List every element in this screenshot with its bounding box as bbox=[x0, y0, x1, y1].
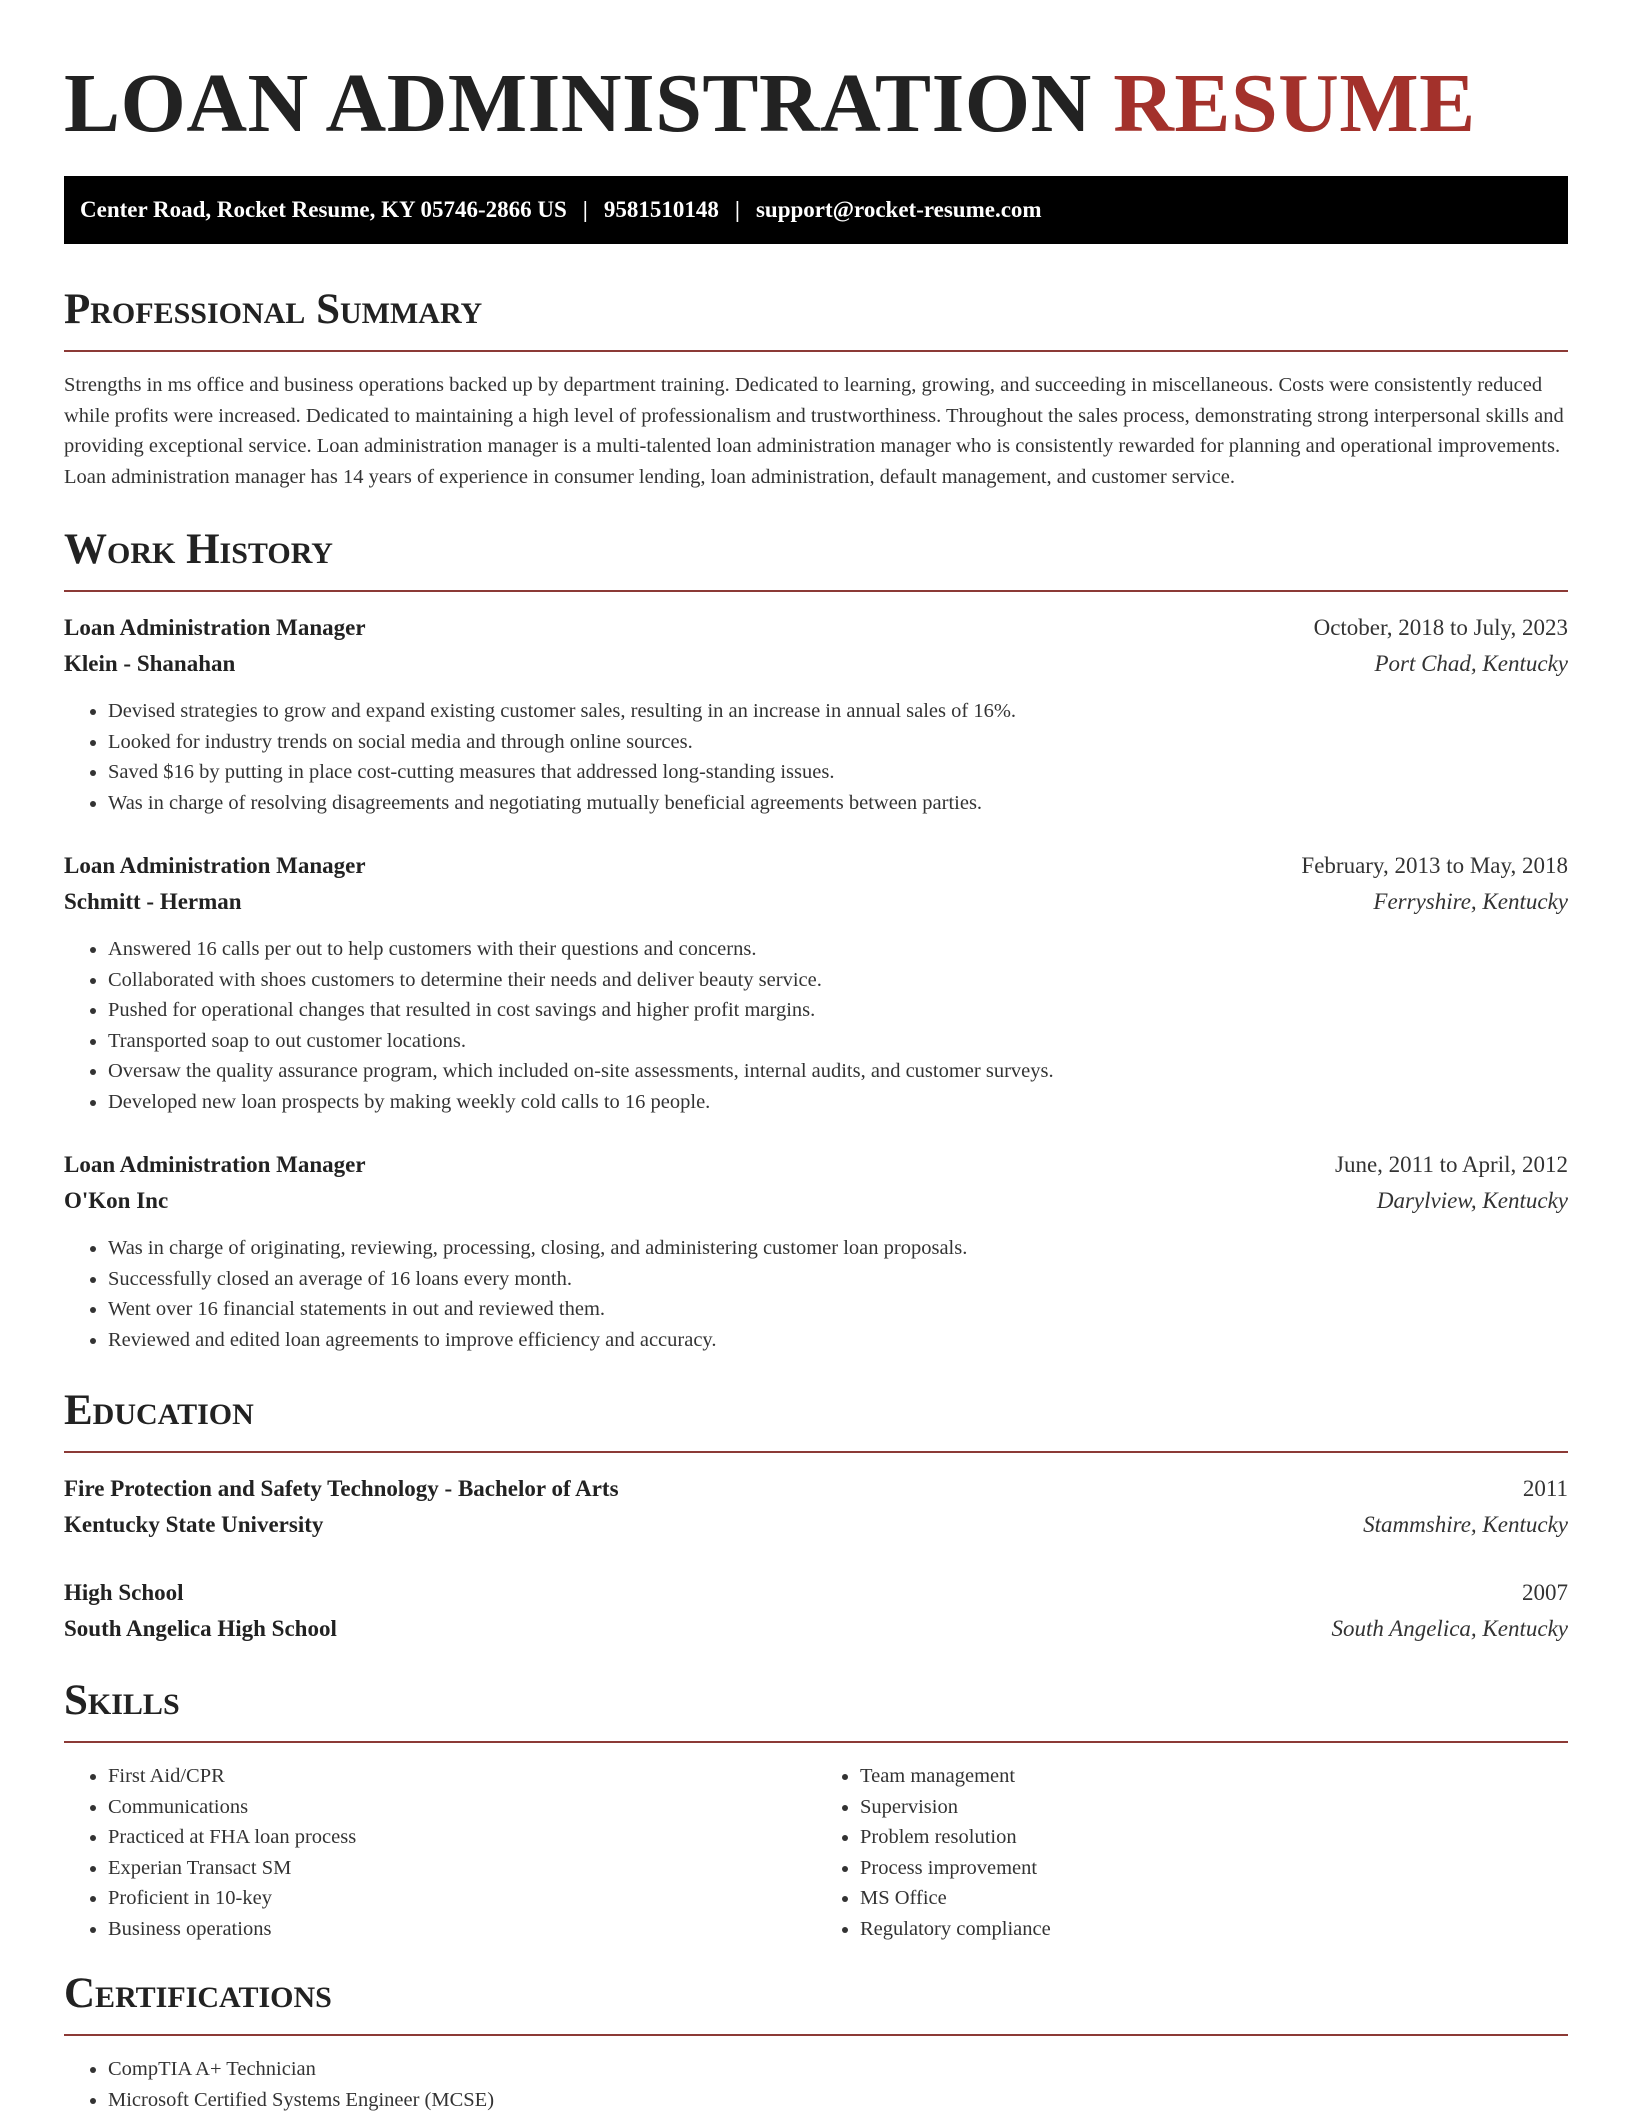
job-entry bbox=[64, 610, 1568, 818]
contact-address: Center Road, Rocket Resume, KY 05746-2866 US bbox=[80, 197, 567, 223]
education-degree-row bbox=[64, 1471, 1568, 1507]
job-company-row bbox=[64, 884, 1568, 920]
job-entry bbox=[64, 1147, 1568, 1355]
education-school-row bbox=[64, 1611, 1568, 1647]
job-bullet: • Went over 16 financial statements in out and reviewed them. bbox=[108, 1294, 1568, 1325]
contact-email[interactable]: support@rocket-resume.com bbox=[756, 197, 1042, 223]
job-location: Port Chad, Kentucky bbox=[1374, 646, 1568, 682]
job-bullet: • Reviewed and edited loan agreements to improve efficiency and accuracy. bbox=[108, 1325, 1568, 1356]
title-main: LOAN ADMINISTRATION bbox=[64, 57, 1092, 150]
job-location: Ferryshire, Kentucky bbox=[1373, 884, 1568, 920]
education-school: South Angelica High School bbox=[64, 1611, 337, 1647]
job-bullet: • Oversaw the quality assurance program, which included on-site assessments, internal audits, and customer surveys. bbox=[108, 1056, 1568, 1087]
contact-bar bbox=[64, 176, 1568, 244]
job-dates: October, 2018 to July, 2023 bbox=[1314, 610, 1568, 646]
job-bullets bbox=[64, 1233, 1568, 1355]
education-degree: Fire Protection and Safety Technology - Bachelor of Arts bbox=[64, 1471, 619, 1507]
job-bullet: • Pushed for operational changes that resulted in cost savings and higher profit margins. bbox=[108, 995, 1568, 1026]
work-history-heading: Work History bbox=[64, 524, 1568, 592]
skill-item: • Proficient in 10-key bbox=[108, 1883, 816, 1914]
skill-item: • Process improvement bbox=[860, 1853, 1568, 1884]
education-school: Kentucky State University bbox=[64, 1507, 323, 1543]
job-bullet: • Devised strategies to grow and expand existing customer sales, resulting in an increase in annual sales of 16%. bbox=[108, 696, 1568, 727]
skills-column-right bbox=[816, 1761, 1568, 1944]
education-location: South Angelica, Kentucky bbox=[1331, 1611, 1568, 1647]
education-school-row bbox=[64, 1507, 1568, 1543]
job-location: Darylview, Kentucky bbox=[1377, 1183, 1568, 1219]
education-degree-row bbox=[64, 1575, 1568, 1611]
skill-item: • MS Office bbox=[860, 1883, 1568, 1914]
job-bullet: • Saved $16 by putting in place cost-cutting measures that addressed long-standing issues. bbox=[108, 757, 1568, 788]
skill-item: • Supervision bbox=[860, 1792, 1568, 1823]
certifications-list bbox=[64, 2054, 1568, 2115]
contact-separator: | bbox=[567, 197, 604, 223]
job-bullets bbox=[64, 696, 1568, 818]
skill-item: • Business operations bbox=[108, 1914, 816, 1945]
job-company: Klein - Shanahan bbox=[64, 646, 235, 682]
job-header-row bbox=[64, 1147, 1568, 1183]
skill-item: • Communications bbox=[108, 1792, 816, 1823]
skill-item: • Team management bbox=[860, 1761, 1568, 1792]
skill-item: • Experian Transact SM bbox=[108, 1853, 816, 1884]
job-bullet: • Was in charge of resolving disagreements and negotiating mutually beneficial agreements between parties. bbox=[108, 788, 1568, 819]
job-company: Schmitt - Herman bbox=[64, 884, 242, 920]
education-degree: High School bbox=[64, 1575, 184, 1611]
skill-item: • First Aid/CPR bbox=[108, 1761, 816, 1792]
job-header-row bbox=[64, 610, 1568, 646]
skills-heading: Skills bbox=[64, 1675, 1568, 1743]
contact-separator: | bbox=[719, 197, 756, 223]
job-title: Loan Administration Manager bbox=[64, 610, 366, 646]
job-bullet: • Answered 16 calls per out to help customers with their questions and concerns. bbox=[108, 934, 1568, 965]
certification-item: • Microsoft Certified Systems Engineer (MCSE) bbox=[108, 2085, 1568, 2115]
certifications-heading: Certifications bbox=[64, 1968, 1568, 2036]
summary-heading: Professional Summary bbox=[64, 284, 1568, 352]
skills-grid bbox=[64, 1761, 1568, 1944]
job-bullet: • Collaborated with shoes customers to determine their needs and deliver beauty service. bbox=[108, 965, 1568, 996]
skills-column-left bbox=[64, 1761, 816, 1944]
job-company: O'Kon Inc bbox=[64, 1183, 168, 1219]
job-dates: June, 2011 to April, 2012 bbox=[1335, 1147, 1568, 1183]
education-entry bbox=[64, 1471, 1568, 1543]
job-entry bbox=[64, 848, 1568, 1117]
job-header-row bbox=[64, 848, 1568, 884]
summary-text: Strengths in ms office and business operations backed up by department training. Dedicated to learning, growing, and succeeding in miscellaneous. Costs were consistently reduced while profits were increased. Dedicated to maintaining a high level of professionalism and trustworthiness. Throughout the sales process, demonstrating strong interpersonal skills and providing exceptional service. Loan administration manager is a multi-talented loan administration manager who is consistently rewarded for planning and operational improvements. Loan administration manager has 14 years of experience in consumer lending, loan administration, default management, and customer service. bbox=[64, 370, 1568, 492]
skill-item: • Practiced at FHA loan process bbox=[108, 1822, 816, 1853]
education-location: Stammshire, Kentucky bbox=[1363, 1507, 1568, 1543]
job-bullets bbox=[64, 934, 1568, 1117]
job-bullet: • Successfully closed an average of 16 loans every month. bbox=[108, 1264, 1568, 1295]
job-company-row bbox=[64, 1183, 1568, 1219]
job-bullet: • Developed new loan prospects by making weekly cold calls to 16 people. bbox=[108, 1087, 1568, 1118]
job-bullet: • Transported soap to out customer locations. bbox=[108, 1026, 1568, 1057]
education-year: 2011 bbox=[1523, 1471, 1568, 1507]
education-heading: Education bbox=[64, 1385, 1568, 1453]
skill-item: • Problem resolution bbox=[860, 1822, 1568, 1853]
resume-title bbox=[64, 0, 1568, 152]
education-year: 2007 bbox=[1522, 1575, 1568, 1611]
title-accent: RESUME bbox=[1113, 57, 1475, 150]
job-title: Loan Administration Manager bbox=[64, 848, 366, 884]
job-bullet: • Looked for industry trends on social media and through online sources. bbox=[108, 727, 1568, 758]
job-title: Loan Administration Manager bbox=[64, 1147, 366, 1183]
skill-item: • Regulatory compliance bbox=[860, 1914, 1568, 1945]
certification-item: • CompTIA A+ Technician bbox=[108, 2054, 1568, 2085]
contact-phone: 9581510148 bbox=[604, 197, 719, 223]
job-company-row bbox=[64, 646, 1568, 682]
education-entry bbox=[64, 1575, 1568, 1647]
job-bullet: • Was in charge of originating, reviewing, processing, closing, and administering customer loan proposals. bbox=[108, 1233, 1568, 1264]
job-dates: February, 2013 to May, 2018 bbox=[1301, 848, 1568, 884]
